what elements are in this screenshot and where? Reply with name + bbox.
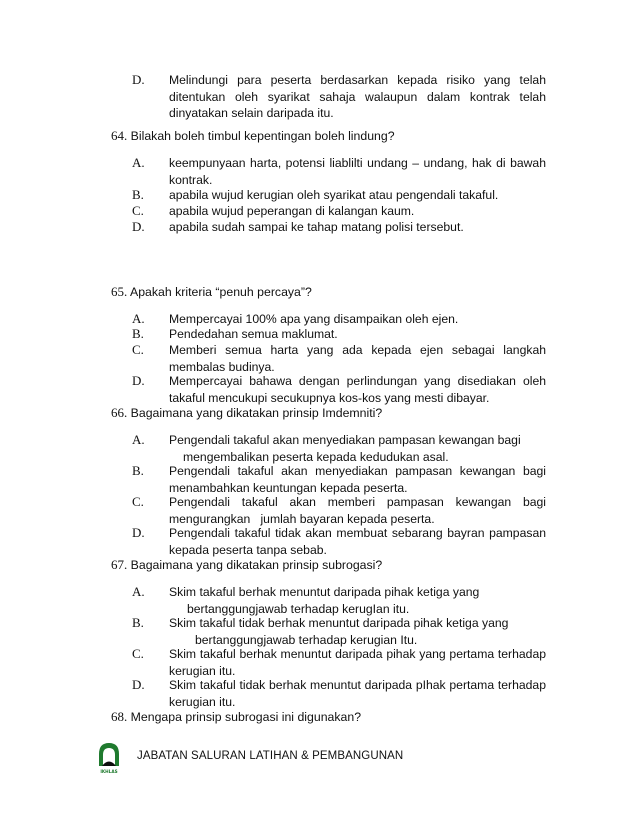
option-letter: C.	[132, 494, 144, 509]
q65-option-d	[132, 373, 546, 406]
q63-option-d	[132, 72, 546, 122]
option-text: Memberi semua harta yang ada kepada ejen sebagai langkah membalas budinya.	[169, 343, 546, 374]
question-64	[111, 128, 395, 144]
option-text: apabila wujud kerugian oleh syarikat atau pengendali takaful.	[169, 188, 499, 202]
option-letter: C.	[132, 646, 144, 661]
question-text: Bilakah boleh timbul kepentingan boleh lindung?	[130, 129, 395, 143]
q65-option-c	[132, 342, 546, 375]
q67-option-a	[132, 584, 546, 617]
option-letter: D.	[132, 219, 145, 234]
option-letter: D.	[132, 525, 145, 540]
option-text: Skim takaful tidak berhak menuntut daripada pIhak pertama terhadap kerugian itu.	[169, 678, 546, 709]
option-letter: B.	[132, 326, 144, 341]
option-letter: D.	[132, 373, 145, 388]
question-66	[111, 405, 382, 421]
option-letter: A.	[132, 584, 145, 599]
option-text-line1: Pengendali takaful akan menyediakan pampasan kewangan bagi	[169, 433, 521, 447]
q66-option-a	[132, 432, 546, 465]
footer-department: JABATAN SALURAN LATIHAN & PEMBANGUNAN	[137, 750, 404, 762]
option-text-line2: mengembalikan peserta kepada kedudukan asal.	[183, 449, 449, 464]
option-letter: D.	[132, 677, 145, 692]
ikhlas-logo-icon	[97, 740, 121, 776]
option-text: apabila wujud peperangan di kalangan kaum.	[169, 204, 415, 218]
option-text: Pengendali takaful akan memberi pampasan kewangan bagi mengurangkan jumlah bayaran kepada peserta.	[169, 495, 550, 526]
question-number: 64.	[111, 128, 128, 143]
option-letter: A.	[132, 155, 145, 170]
option-letter: D.	[132, 72, 145, 87]
q67-option-c	[132, 646, 546, 679]
question-text: Bagaimana yang dikatakan prinsip subrogasi?	[130, 558, 383, 572]
question-text: Apakah kriteria “penuh percaya”?	[130, 285, 312, 299]
option-letter: B.	[132, 463, 144, 478]
option-text: Melindungi para peserta berdasarkan kepada risiko yang telah ditentukan oleh syarikat sahaja walaupun dalam kontrak telah dinyatakan selain daripada itu.	[169, 73, 546, 120]
option-text: Mempercayai 100% apa yang disampaikan oleh ejen.	[169, 312, 459, 326]
q64-option-b	[132, 187, 546, 204]
q67-option-d	[132, 677, 546, 710]
question-number: 68.	[111, 709, 128, 724]
option-text: apabila sudah sampai ke tahap matang polisi tersebut.	[169, 220, 464, 234]
question-number: 67.	[111, 557, 128, 572]
question-68	[111, 709, 361, 725]
option-letter: A.	[132, 432, 145, 447]
option-text: Pengendali takaful tidak akan membuat sebarang bayran pampasan kepada peserta tanpa sebab.	[169, 526, 546, 557]
option-letter: A.	[132, 311, 145, 326]
q66-option-c	[132, 494, 550, 527]
question-65	[111, 284, 312, 300]
option-text-line1: Skim takaful tidak berhak menuntut daripada pihak ketiga yang	[169, 616, 509, 630]
question-number: 66.	[111, 405, 128, 420]
option-letter: C.	[132, 203, 144, 218]
option-text-line2: bertanggungjawab terhadap kerugian Itu.	[195, 632, 418, 647]
q66-option-d	[132, 525, 546, 558]
q64-option-d	[132, 219, 546, 236]
q67-option-b	[132, 615, 546, 648]
question-67	[111, 557, 382, 573]
question-text: Mengapa prinsip subrogasi ini digunakan?	[130, 710, 362, 724]
option-letter: C.	[132, 342, 144, 357]
option-text: Mempercayai bahawa dengan perlindungan yang disediakan oleh takaful mencukupi secukupnya kos-kos yang mesti dibayar.	[169, 374, 546, 405]
q66-option-b	[132, 463, 546, 496]
q65-option-b	[132, 326, 546, 343]
option-letter: B.	[132, 187, 144, 202]
option-text: Pengendali takaful akan menyediakan pampasan kewangan bagi menambahkan keuntungan kepada peserta.	[169, 464, 546, 495]
q64-option-a	[132, 155, 546, 188]
option-letter: B.	[132, 615, 144, 630]
option-text: keempunyaan harta, potensi liablilti undang – undang, hak di bawah kontrak.	[169, 156, 546, 187]
question-number: 65.	[111, 284, 128, 299]
option-text: Skim takaful berhak menuntut daripada pihak yang pertama terhadap kerugian itu.	[169, 647, 546, 678]
option-text-line1: Skim takaful berhak menuntut daripada pihak ketiga yang	[169, 585, 480, 599]
logo-text: IKHLAS	[100, 769, 118, 774]
option-text: Pendedahan semua maklumat.	[169, 327, 338, 341]
option-text-line2: bertanggungjawab terhadap kerugIan itu.	[187, 601, 410, 616]
q64-option-c	[132, 203, 546, 220]
question-text: Bagaimana yang dikatakan prinsip Imdemniti?	[130, 406, 383, 420]
